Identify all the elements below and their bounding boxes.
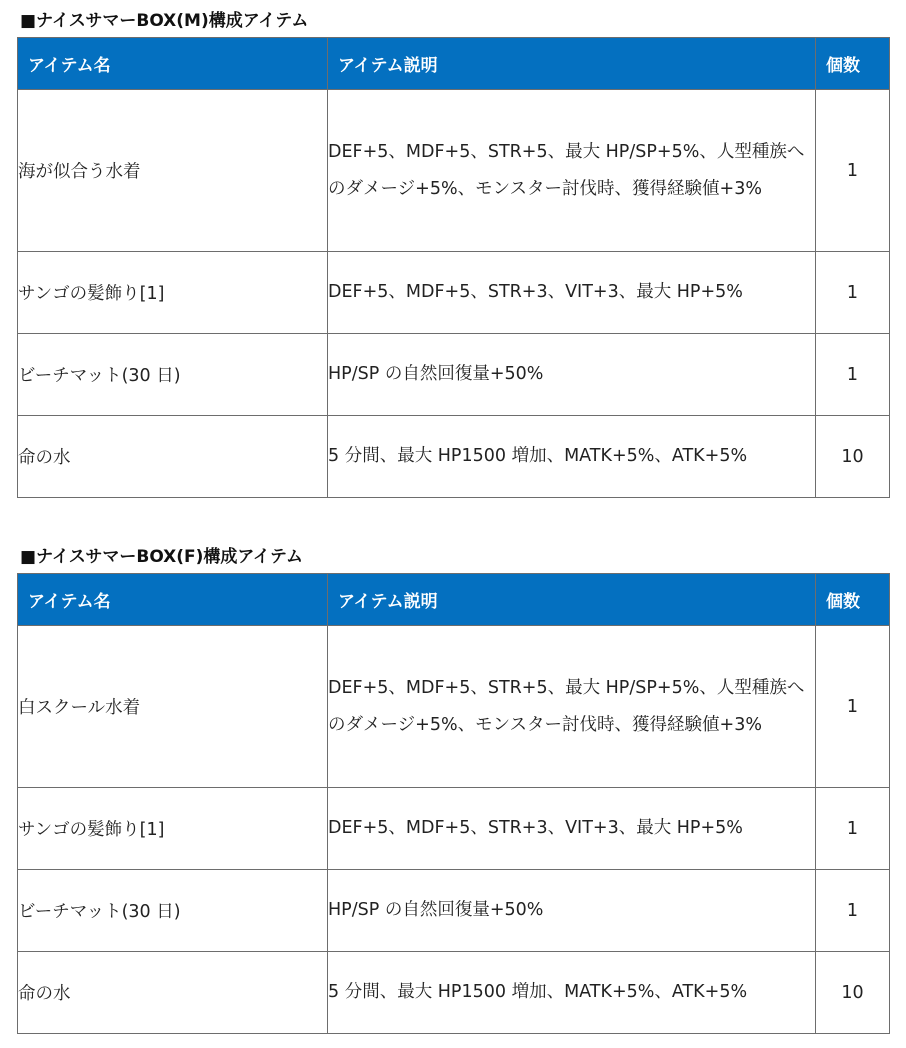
item-description: HP/SP の自然回復量+50%	[328, 870, 816, 952]
item-count: 1	[816, 788, 890, 870]
item-description: 5 分間、最大 HP1500 増加、MATK+5%、ATK+5%	[328, 416, 816, 498]
section-title: ■ナイスサマーBOX(F)構成アイテム	[20, 547, 304, 567]
item-name: 海が似合う水着	[18, 90, 328, 252]
header-item-count: 個数	[816, 38, 890, 90]
header-item-count: 個数	[816, 574, 890, 626]
item-description: HP/SP の自然回復量+50%	[328, 334, 816, 416]
items-table	[17, 37, 890, 498]
header-item-name: アイテム名	[18, 574, 328, 626]
item-description: DEF+5、MDF+5、STR+3、VIT+3、最大 HP+5%	[328, 252, 816, 334]
item-name: 命の水	[18, 416, 328, 498]
item-count: 10	[816, 952, 890, 1034]
header-row	[18, 574, 890, 626]
header-item-description: アイテム説明	[328, 38, 816, 90]
item-count: 1	[816, 90, 890, 252]
item-name: ビーチマット(30 日)	[18, 870, 328, 952]
item-count: 10	[816, 416, 890, 498]
item-name: 白スクール水着	[18, 626, 328, 788]
item-description: DEF+5、MDF+5、STR+5、最大 HP/SP+5%、人型種族へのダメージ+5%、モンスター討伐時、獲得経験値+3%	[328, 626, 816, 788]
table-row	[18, 416, 890, 498]
header-item-name: アイテム名	[18, 38, 328, 90]
table-row	[18, 252, 890, 334]
table-row	[18, 788, 890, 870]
item-count: 1	[816, 334, 890, 416]
item-count: 1	[816, 626, 890, 788]
item-name: サンゴの髪飾り[1]	[18, 788, 328, 870]
item-description: 5 分間、最大 HP1500 増加、MATK+5%、ATK+5%	[328, 952, 816, 1034]
item-description: DEF+5、MDF+5、STR+3、VIT+3、最大 HP+5%	[328, 788, 816, 870]
item-name: 命の水	[18, 952, 328, 1034]
section-title: ■ナイスサマーBOX(M)構成アイテム	[20, 11, 309, 31]
items-table	[17, 573, 890, 1034]
table-row	[18, 952, 890, 1034]
item-count: 1	[816, 870, 890, 952]
table-row	[18, 90, 890, 252]
header-row	[18, 38, 890, 90]
item-name: サンゴの髪飾り[1]	[18, 252, 328, 334]
item-description: DEF+5、MDF+5、STR+5、最大 HP/SP+5%、人型種族へのダメージ+5%、モンスター討伐時、獲得経験値+3%	[328, 90, 816, 252]
item-count: 1	[816, 252, 890, 334]
table-row	[18, 334, 890, 416]
item-name: ビーチマット(30 日)	[18, 334, 328, 416]
table-row	[18, 626, 890, 788]
header-item-description: アイテム説明	[328, 574, 816, 626]
table-row	[18, 870, 890, 952]
